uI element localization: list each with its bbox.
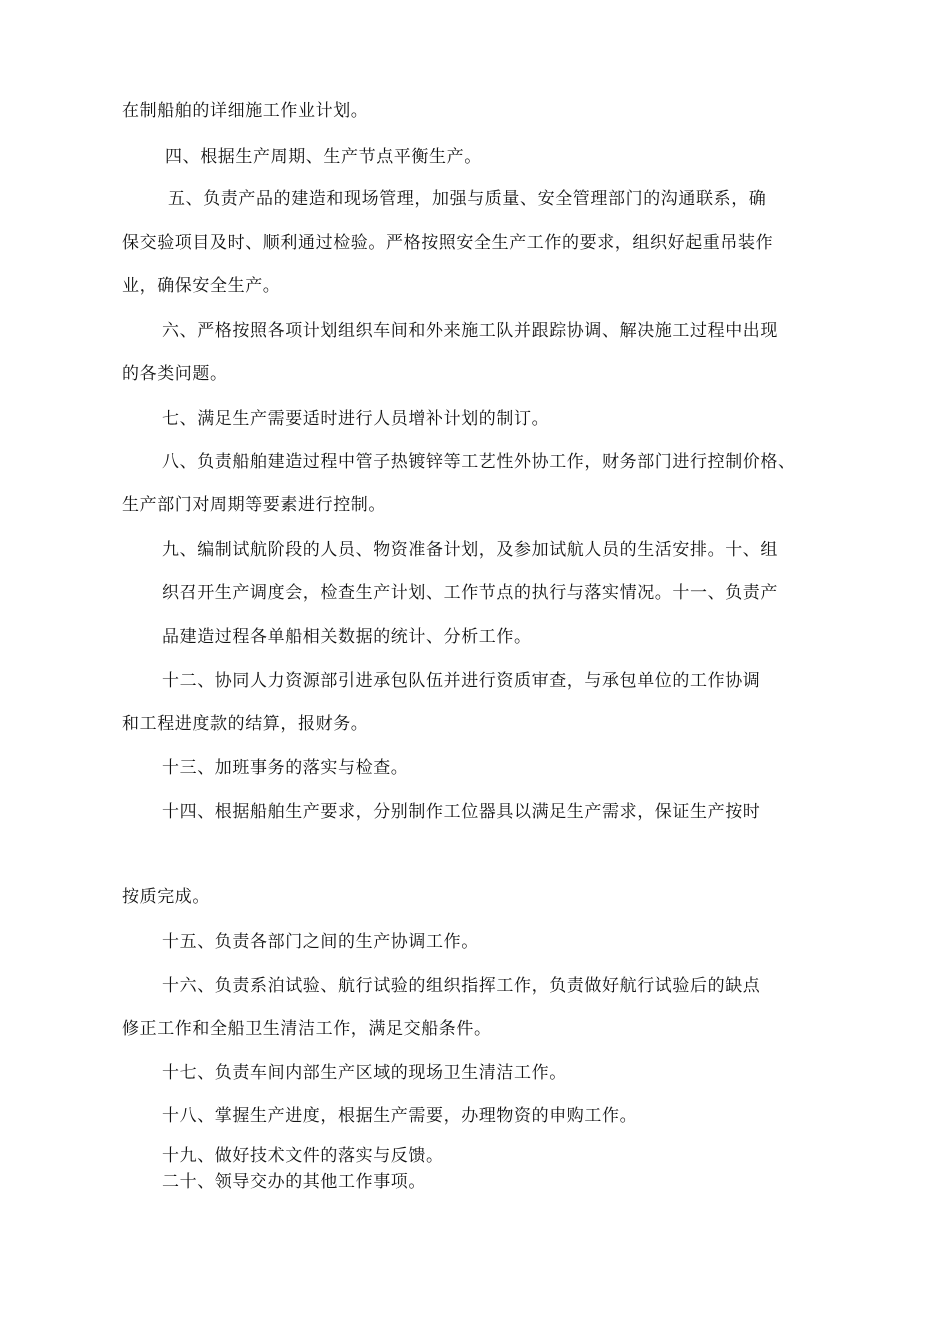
text-line: 和工程进度款的结算，报财务。 [122,714,369,734]
text-line: 十八、掌握生产进度，根据生产需要，办理物资的申购工作。 [162,1106,638,1126]
text-line: 十四、根据船舶生产要求，分别制作工位器具以满足生产需求，保证生产按时 [162,802,761,822]
text-line: 五、负责产品的建造和现场管理，加强与质量、安全管理部门的沟通联系，确 [168,189,767,209]
text-line: 十九、做好技术文件的落实与反馈。 [162,1146,444,1166]
text-line: 的各类问题。 [122,364,228,384]
text-line: 十三、加班事务的落实与检查。 [162,758,409,778]
text-line: 十七、负责车间内部生产区域的现场卫生清洁工作。 [162,1063,567,1083]
text-line: 九、编制试航阶段的人员、物资准备计划，及参加试航人员的生活安排。十、组 [162,540,778,560]
text-line: 按质完成。 [122,887,210,907]
text-line: 品建造过程各单船相关数据的统计、分析工作。 [162,627,532,647]
text-line: 生产部门对周期等要素进行控制。 [122,495,386,515]
text-line: 十六、负责系泊试验、航行试验的组织指挥工作，负责做好航行试验后的缺点 [162,976,761,996]
text-line: 织召开生产调度会，检查生产计划、工作节点的执行与落实情况。十一、负责产 [162,583,778,603]
text-line: 二十、领导交办的其他工作事项。 [162,1172,426,1192]
text-line: 四、根据生产周期、生产节点平衡生产。 [165,147,482,167]
text-line: 十五、负责各部门之间的生产协调工作。 [162,932,479,952]
text-line: 七、满足生产需要适时进行人员增补计划的制订。 [162,409,550,429]
text-line: 十二、协同人力资源部引进承包队伍并进行资质审查，与承包单位的工作协调 [162,671,761,691]
text-line: 修正工作和全船卫生清洁工作，满足交船条件。 [122,1019,492,1039]
text-line: 六、严格按照各项计划组织车间和外来施工队并跟踪协调、解决施工过程中出现 [162,321,778,341]
text-line: 在制船舶的详细施工作业计划。 [122,101,369,121]
text-line: 八、负责船舶建造过程中管子热镀锌等工艺性外协工作，财务部门进行控制价格、 [162,452,796,472]
text-line: 业，确保安全生产。 [122,276,281,296]
text-line: 保交验项目及时、顺利通过检验。严格按照安全生产工作的要求，组织好起重吊装作 [122,233,774,253]
